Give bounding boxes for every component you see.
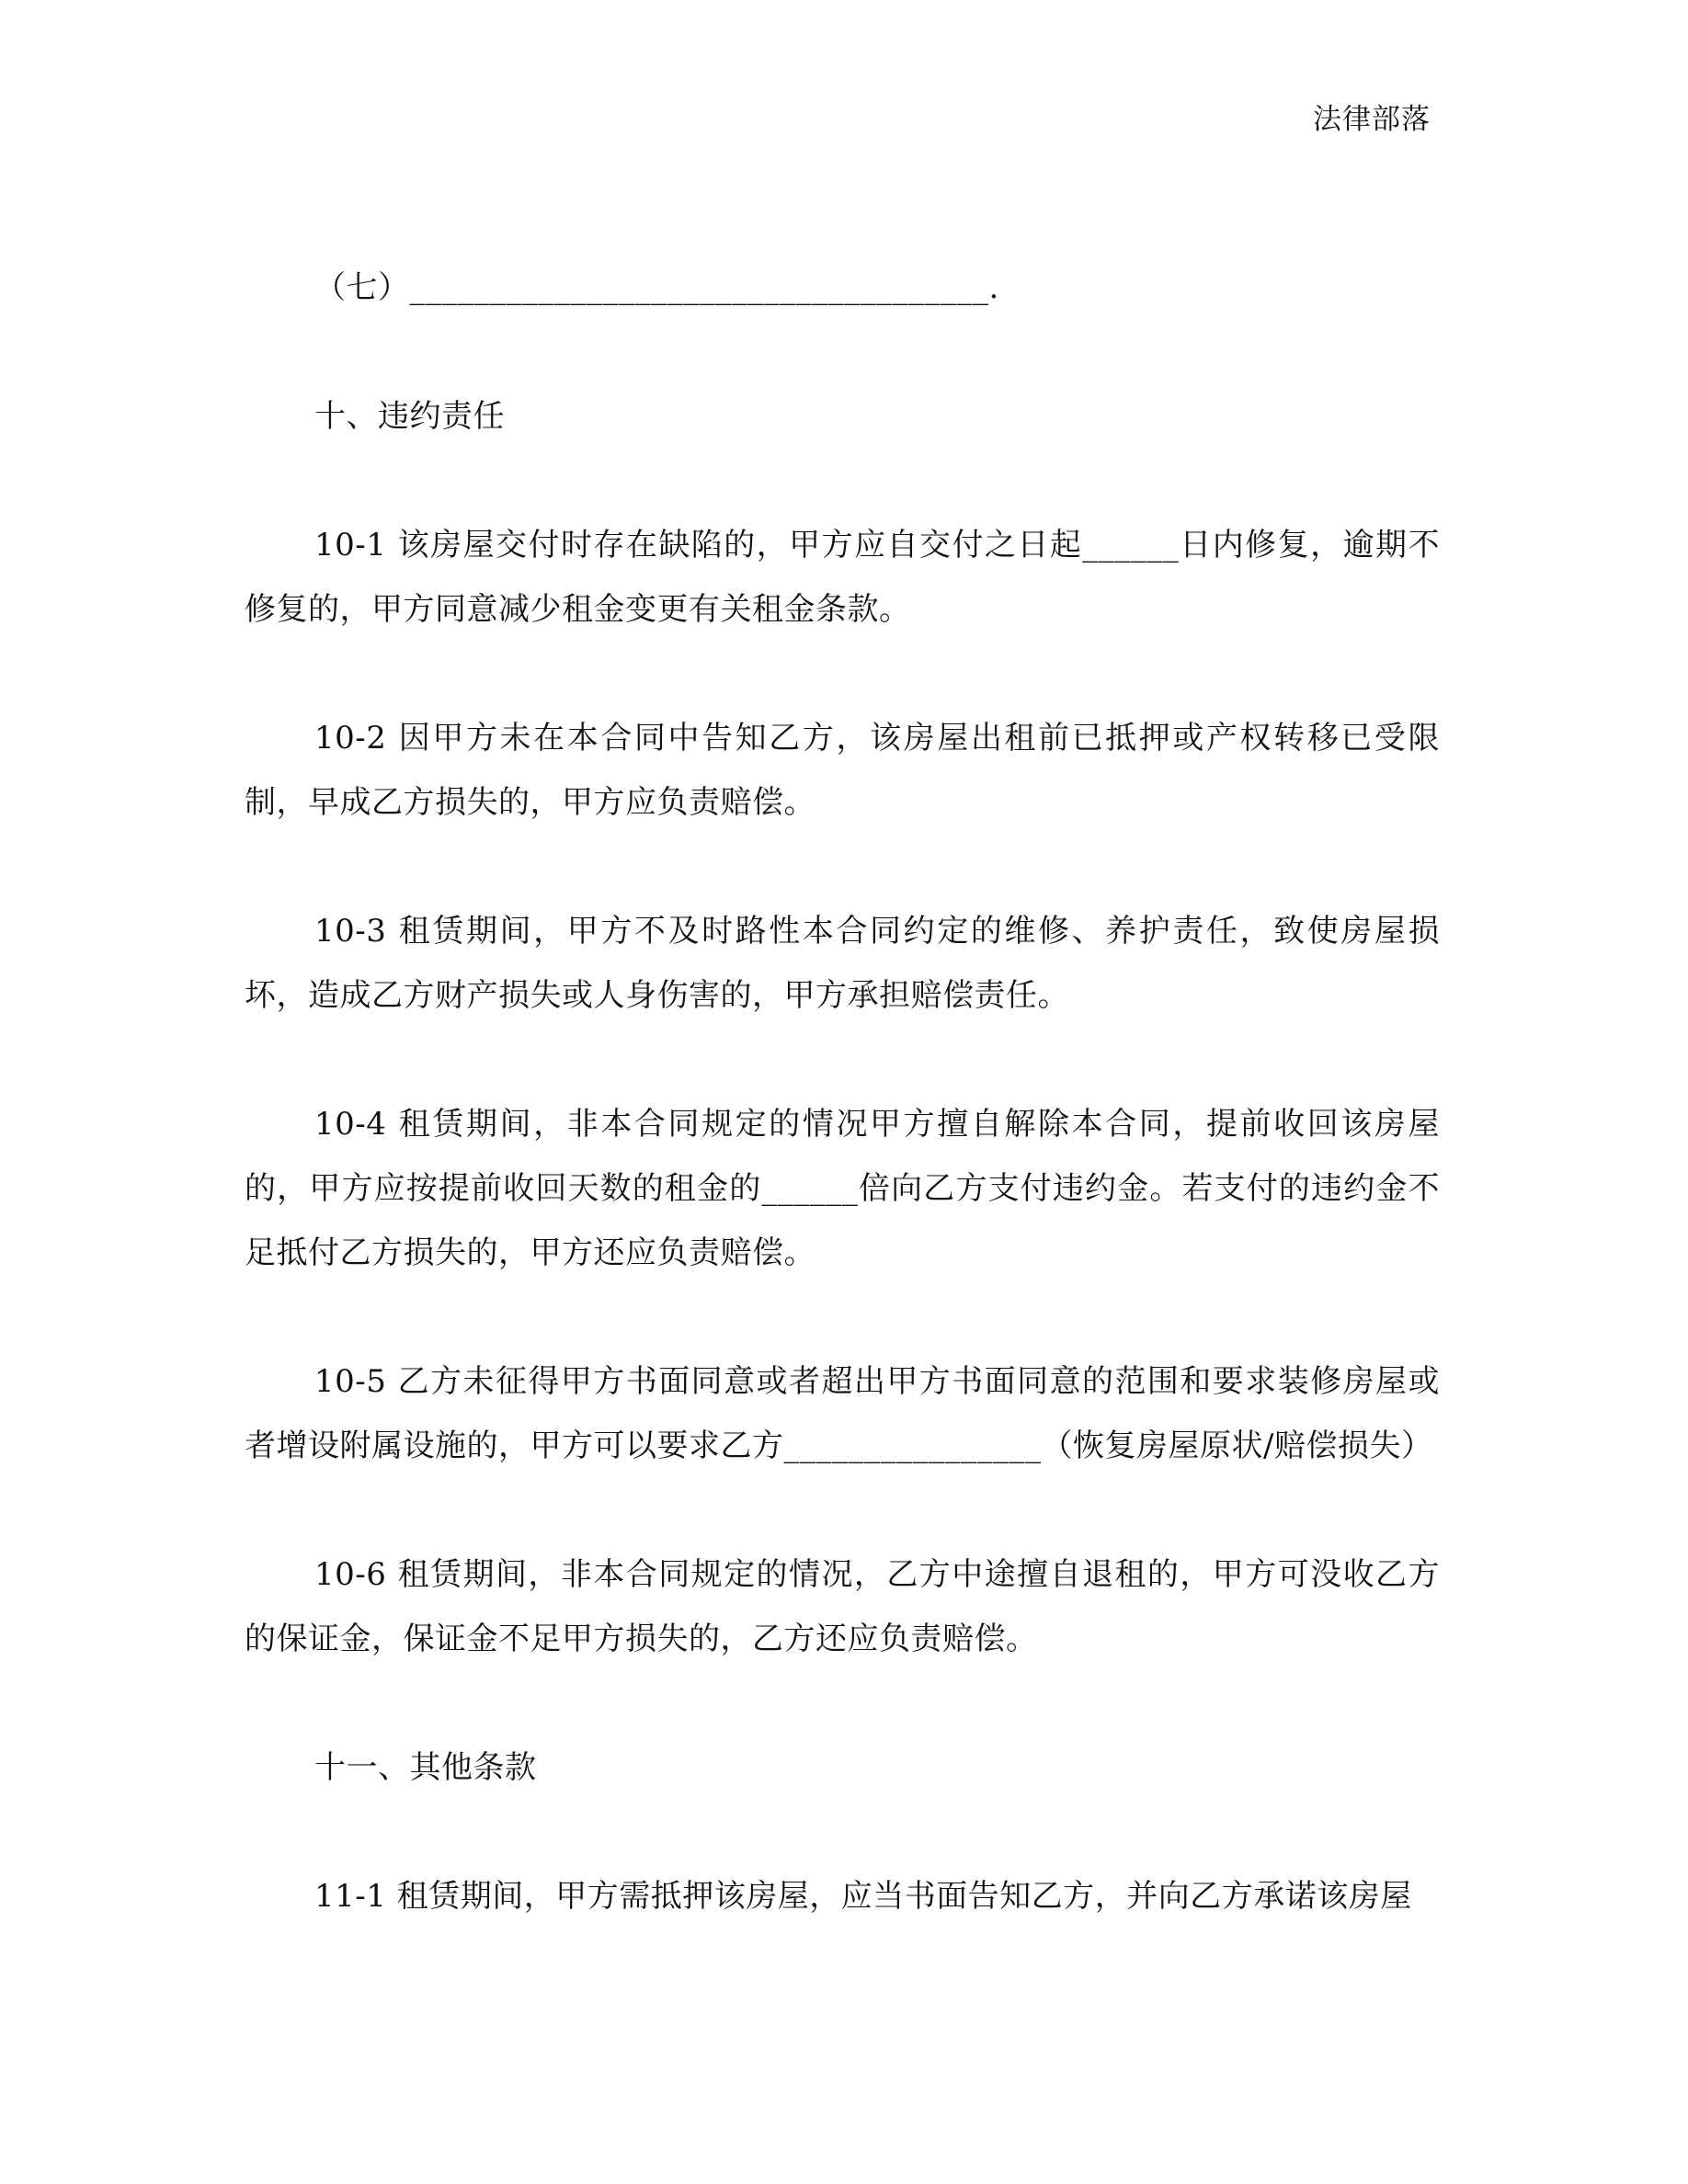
header-label: 法律部落 <box>1313 103 1431 136</box>
section-heading-breach: 十、违约责任 <box>314 398 505 435</box>
section-heading-other: 十一、其他条款 <box>314 1749 537 1786</box>
document-body <box>245 245 1440 1993</box>
clause-10-5: 10-5 乙方未征得甲方书面同意或者超出甲方书面同意的范围和要求装修房屋或者增设附属设施的，甲方可以要求乙方________________（恢复房屋原状/赔偿损失） <box>245 1363 1440 1464</box>
clause-10-2: 10-2 因甲方未在本合同中告知乙方，该房屋出租前已抵押或产权转移已受限制，早成乙方损失的，甲方应负责赔偿。 <box>245 720 1440 821</box>
clause-10-6: 10-6 租赁期间，非本合同规定的情况，乙方中途擅自退租的，甲方可没收乙方的保证金，保证金不足甲方损失的，乙方还应负责赔偿。 <box>245 1556 1440 1657</box>
clause-10-3: 10-3 租赁期间，甲方不及时路性本合同约定的维修、养护责任，致使房屋损坏，造成乙方财产损失或人身伤害的，甲方承担赔偿责任。 <box>245 913 1440 1014</box>
clause-10-1: 10-1 该房屋交付时存在缺陷的，甲方应自交付之日起______日内修复，逾期不修复的，甲方同意减少租金变更有关租金条款。 <box>245 527 1440 628</box>
clause-7-blank: （七）____________________________________. <box>314 269 999 306</box>
clause-10-4: 10-4 租赁期间，非本合同规定的情况甲方擅自解除本合同，提前收回该房屋的，甲方应按提前收回天数的租金的______倍向乙方支付违约金。若支付的违约金不足抵付乙方损失的，甲方还应负责赔偿。 <box>245 1106 1440 1271</box>
clause-11-1: 11-1 租赁期间，甲方需抵押该房屋，应当书面告知乙方，并向乙方承诺该房屋 <box>314 1878 1412 1915</box>
